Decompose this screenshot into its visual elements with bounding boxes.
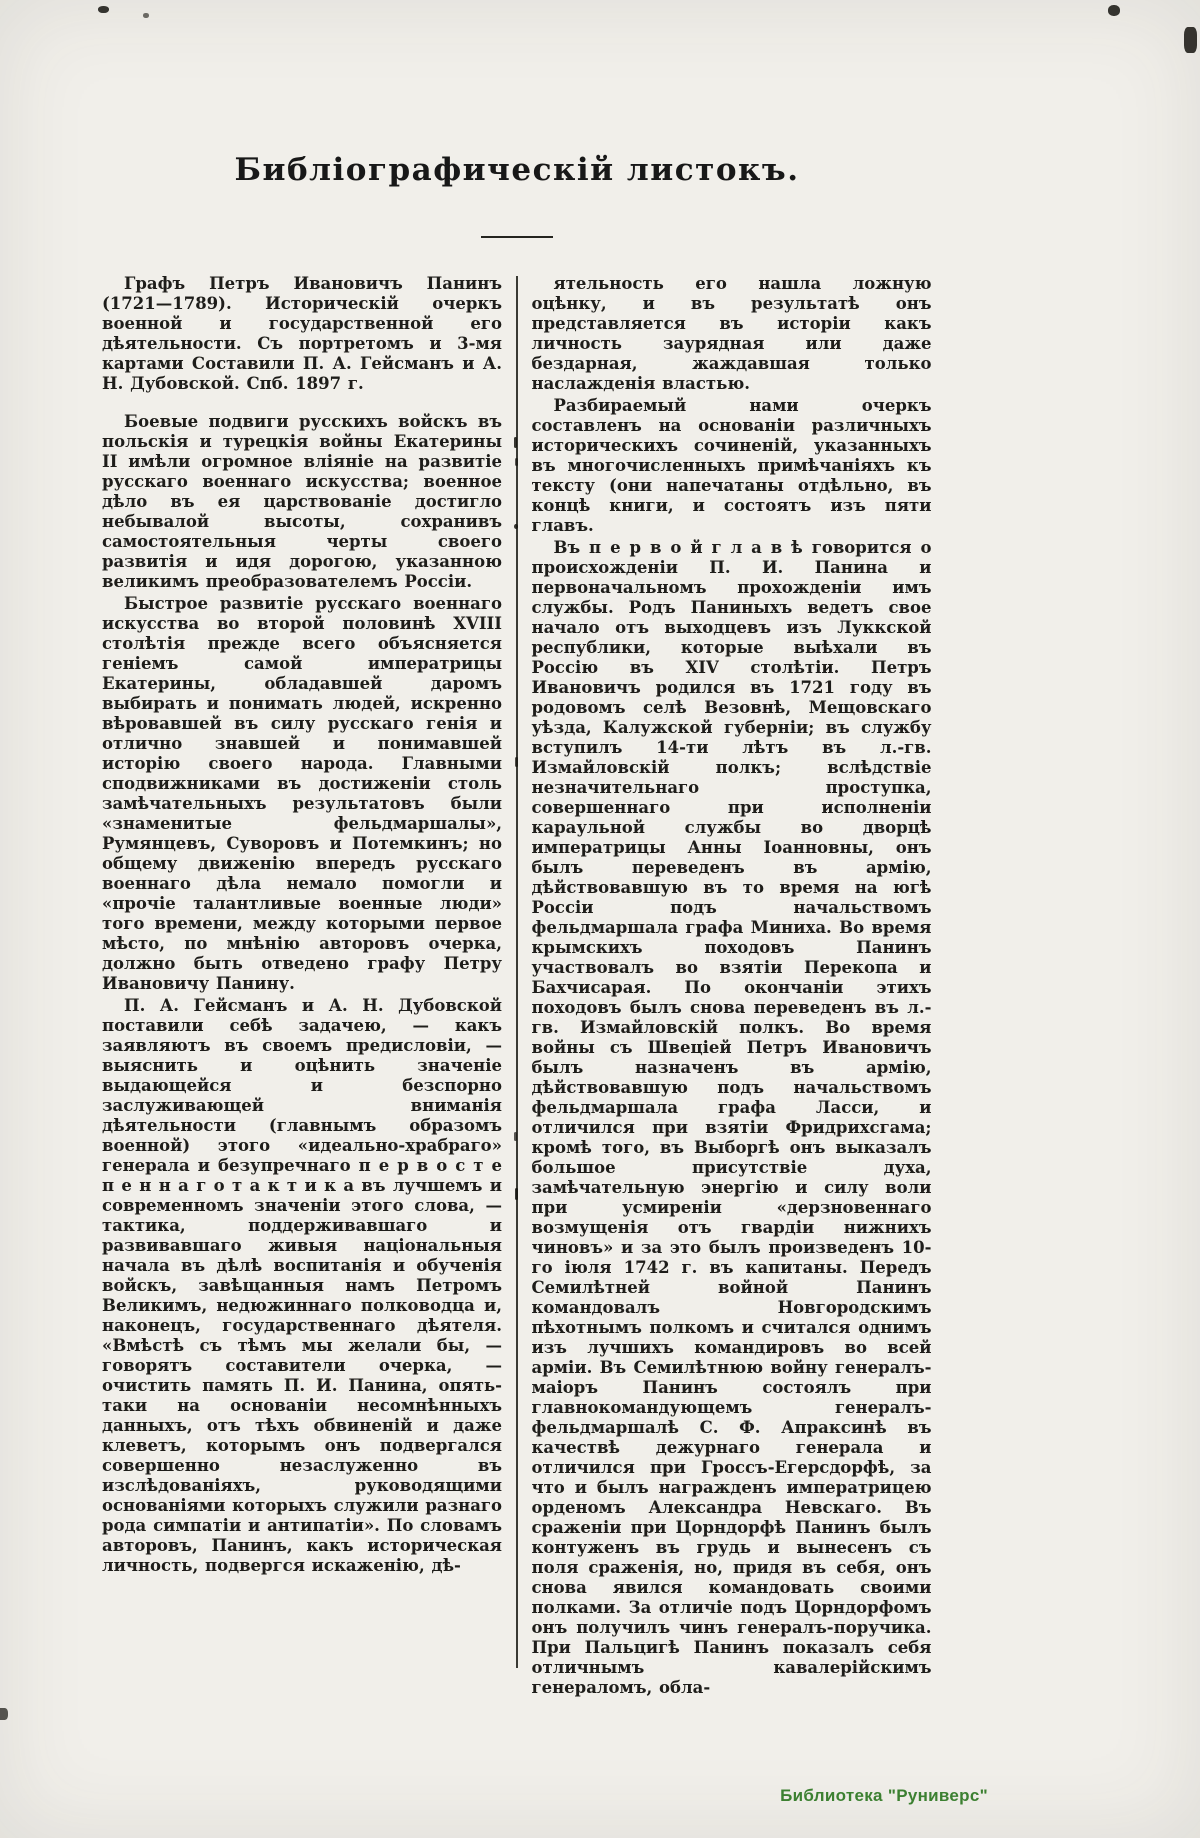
title-divider (481, 236, 553, 238)
scan-artifact (514, 1132, 517, 1141)
library-watermark: Библиотека "Руниверс" (780, 1786, 988, 1805)
column-divider (516, 276, 518, 1668)
paragraph: Боевые подвиги русскихъ войскъ въ польскія и турецкія войны Екатерины II имѣли огромное вліяніе на развитіе русскаго военнаго искусства; военное дѣло въ ея царствованіе достигло небывалой высоты, сохранивъ самостоятельныя черты своего развитія и идя дорогою, указанною великимъ преобразователемъ Россіи. (102, 412, 502, 591)
left-column (102, 274, 502, 1698)
paragraph: П. А. Гейсманъ и А. Н. Дубовской поставили себѣ задачею, — какъ заявляютъ въ своемъ предисловіи, — выяснить и оцѣнить значеніе выдающейся и безспорно заслуживающей вниманія дѣятельности (главнымъ образомъ военной) этого «идеально-храбраго» генерала и безупречнаго п е р в о с т е п е н н а г о т а к т и к а въ лучшемъ и современномъ значеніи этого слова, — тактика, поддерживавшаго и развивавшаго живыя національныя начала въ дѣлѣ воспитанія и обученія войскъ, завѣщанныя намъ Петромъ Великимъ, недюжиннаго полководца и, наконецъ, государственнаго дѣятеля. «Вмѣстѣ съ тѣмъ мы желали бы, — говорятъ составители очерка, — очистить память П. И. Панина, опять-таки на основаніи несомнѣнныхъ данныхъ, отъ тѣхъ обвиненій и даже клеветъ, которымъ онъ подвергался совершенно незаслуженно въ изслѣдованіяхъ, руководящими основаніями которыхъ служили разнаго рода симпатіи и антипатіи». По словамъ авторовъ, Панинъ, какъ историческая личность, подвергся искаженію, дѣ- (102, 996, 503, 1575)
right-column (532, 274, 932, 1698)
bibliographic-entry: Графъ Петръ Ивановичъ Панинъ (1721—1789). Историческій очеркъ военной и государственной его дѣятельности. Съ портретомъ и 3-мя картами Составили П. А. Гейсманъ и А. Н. Дубовской. Спб. 1897 г. (102, 274, 502, 393)
scan-artifact (1108, 5, 1120, 16)
scan-artifact (515, 458, 518, 466)
page-content (102, 0, 932, 1698)
paragraph: Разбираемый нами очеркъ составленъ на основаніи различныхъ историческихъ сочиненій, указанныхъ въ многочисленныхъ примѣчаніяхъ къ тексту (они напечатаны отдѣльно, въ концѣ книги, и состоятъ изъ пяти главъ. (531, 396, 932, 535)
scan-artifact (514, 524, 518, 529)
text-columns (102, 274, 932, 1698)
scan-artifact (514, 437, 517, 448)
paragraph: Въ п е р в о й г л а в ѣ говорится о происхожденіи П. И. Панина и первоначальномъ прохожденіи имъ службы. Родъ Паниныхъ ведетъ свое начало отъ выходцевъ изъ Луккской республики, которые выѣхали въ Россію въ XIV столѣтіи. Петръ Ивановичъ родился въ 1721 году въ родовомъ селѣ Везовнѣ, Мещовскаго уѣзда, Калужской губерніи; въ службу вступилъ 14-ти лѣтъ въ л.-гв. Измайловскій полкъ; вслѣдствіе незначительнаго проступка, совершеннаго при исполненіи караульной службы во дворцѣ императрицы Анны Іоанновны, онъ былъ переведенъ въ армію, дѣйствовавшую въ то время на югѣ Россіи подъ начальствомъ фельдмаршала графа Миниха. Во время крымскихъ походовъ Панинъ участвовалъ во взятіи Перекопа и Бахчисарая. По окончаніи этихъ походовъ былъ снова переведенъ въ л.-гв. Измайловскій полкъ. Во время войны съ Швеціей Петръ Ивановичъ былъ назначенъ въ армію, дѣйствовавшую подъ начальствомъ фельдмаршала графа Ласси, и отличился при взятіи Фридрихсгама; кромѣ того, въ Выборгѣ онъ выказалъ большое присутствіе духа, замѣчательную энергію и силу воли при усмиреніи «дерзновеннаго возмущенія отъ гвардіи нижнихъ чиновъ» и за это былъ произведенъ 10-го іюля 1742 г. въ капитаны. Передъ Семилѣтней войной Панинъ командовалъ Новгородскимъ пѣхотнымъ полкомъ и считался однимъ изъ лучшихъ командировъ во всей арміи. Въ Семилѣтнюю войну генералъ-маіоръ Панинъ состоялъ при главнокомандующемъ генералъ-фельдмаршалѣ С. Ф. Апраксинѣ въ качествѣ дежурнаго генерала и отличился при Гроссъ-Егерсдорфѣ, за что и былъ награжденъ императрицею орденомъ Александра Невскаго. Въ сраженіи при Цорндорфѣ Панинъ былъ контуженъ въ грудь и вынесенъ съ поля сраженія, но, придя въ себя, онъ снова явился командовать своими полками. За отличіе подъ Цорндорфомъ онъ получилъ чинъ генералъ-поручика. При Пальцигѣ Панинъ показалъ себя отличнымъ кавалерійскимъ генераломъ, обла- (531, 538, 932, 1697)
scan-artifact (515, 1188, 518, 1200)
paragraph: Быстрое развитіе русскаго военнаго искусства во второй половинѣ XVIII столѣтія прежде всего объясняется геніемъ самой императрицы Екатерины, обладавшей даромъ выбирать и понимать людей, искренно вѣровавшей въ силу русскаго генія и отлично знавшей и понимавшей исторію своего народа. Главными сподвижниками въ достиженіи столь замѣчательныхъ результатовъ были «знаменитые фельдмаршалы», Румянцевъ, Суворовъ и Потемкинъ; но общему движенію впередъ русскаго военнаго дѣла немало помогли и «прочіе талантливые военные люди» того времени, между которыми первое мѣсто, по мнѣнію авторовъ очерка, должно быть отведено графу Петру Ивановичу Панину. (102, 594, 502, 993)
scan-artifact (143, 13, 149, 18)
paragraph: ятельность его нашла ложную оцѣнку, и въ результатѣ онъ представляется въ исторіи какъ личность заурядная или даже бездарная, жаждавшая только наслажденія властью. (531, 274, 932, 393)
scan-artifact (98, 6, 109, 13)
scan-artifact (515, 757, 518, 767)
scan-artifact (1184, 27, 1197, 53)
scan-artifact (0, 1708, 8, 1720)
page-title: Библіографическій листокъ. (234, 152, 800, 188)
